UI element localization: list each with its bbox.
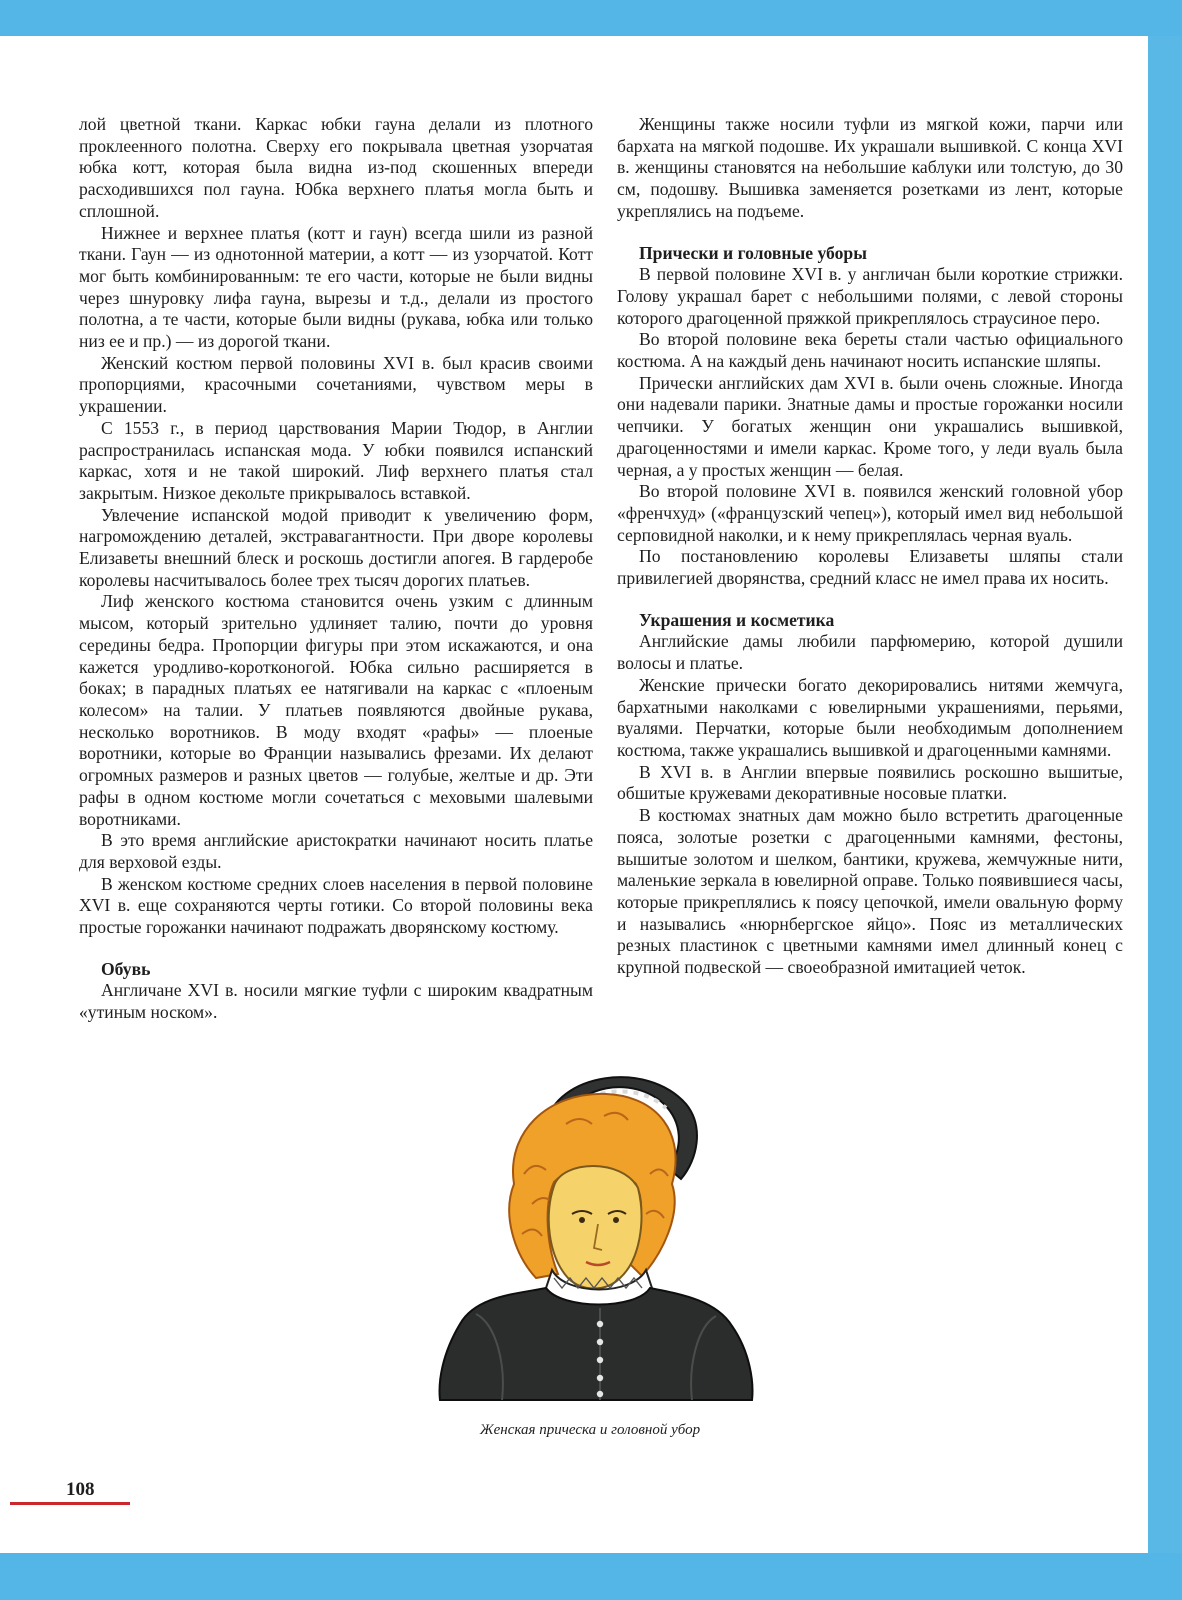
paragraph: Англичане XVI в. носили мягкие туфли с широким квадратным «утиным носком».	[79, 980, 593, 1023]
right-text-column	[617, 114, 1123, 979]
paragraph: В первой половине XVI в. у англичан были короткие стрижки. Голову украшал барет с небольшими полями, с левой стороны которого драгоценной пряжкой прикреплялось страусиное перо.	[617, 264, 1123, 328]
paragraph: Во второй половине века береты стали частью официального костюма. А на каждый день начинают носить испанские шляпы.	[617, 329, 1123, 372]
paragraph: По постановлению королевы Елизаветы шляпы стали привилегией дворянства, средний класс не имел права их носить.	[617, 546, 1123, 589]
left-text-column	[79, 114, 593, 1024]
paragraph: В женском костюме средних слоев населения в первой половине XVI в. еще сохраняются черты готики. Со второй половины века простые горожанки начинают подражать дворянскому костюму.	[79, 873, 593, 938]
paragraph: С 1553 г., в период царствования Марии Тюдор, в Англии распространилась испанская мода. У юбки появился испанский каркас, хотя и не такой широкий. Лиф верхнего платья стал закрытым. Низкое декольте прикрывалось вставкой.	[79, 417, 593, 503]
section-heading-shoes: Обувь	[101, 958, 151, 979]
top-color-band	[0, 0, 1182, 36]
paragraph: Английские дамы любили парфюмерию, которой душили волосы и платье.	[617, 631, 1123, 674]
paragraph: Женщины также носили туфли из мягкой кожи, парчи или бархата на мягкой подошве. Их украшали вышивкой. С конца XVI в. женщины становятся на небольшие каблуки или толстую, до 30 см, подошву. Вышивка заменяется розетками из лент, которые укреплялись на подъеме.	[617, 114, 1123, 221]
paragraph: лой цветной ткани. Каркас юбки гауна делали из плотного проклеенного полотна. Сверху его покрывала цветная узорчатая юбка котт, которая была видна из-под скошенных впереди расходившихся пол гауна. Юбка верхнего платья могла быть и сплошной.	[79, 114, 593, 221]
paragraph: Во второй половине XVI в. появился женский головной убор «френчхуд» («французский чепец»), который имел вид небольшой серповидной наколки, и к нему прикреплялась черная вуаль.	[617, 481, 1123, 545]
paragraph: Женский костюм первой половины XVI в. был красив своими пропорциями, красочными сочетаниями, чувством меры в украшении.	[79, 352, 593, 417]
paragraph: Прически английских дам XVI в. были очень сложные. Иногда они надевали парики. Знатные дамы и простые горожанки носили чепчики. У богатых женщин они украшались вышивкой, драгоценностями и имели каркас. Кроме того, у леди вуаль была черная, а у простых женщин — белая.	[617, 372, 1123, 480]
paragraph: В XVI в. в Англии впервые появились роскошно вышитые, обшитые кружевами декоративные носовые платки.	[617, 761, 1123, 804]
paragraph: В костюмах знатных дам можно было встретить драгоценные пояса, золотые розетки с драгоценными камнями, фестоны, вышитые золотом и шелком, бантики, кружева, жемчужные нити, маленькие зеркала в ювелирной оправе. Только появившиеся часы, которые прикреплялись к поясу цепочкой, имели овальную форму и назывались «нюрнбергское яйцо». Пояс из металлических резных пластинок с цветными камнями имел длинный конец с крупной подвеской — своеобразной имитацией четок.	[617, 805, 1123, 978]
paragraph: Нижнее и верхнее платья (котт и гаун) всегда шили из разной ткани. Гаун — из однотонной материи, а котт — из узорчатой. Котт мог быть комбинированным: те его части, которые не были видны через шнуровку лифа гауна, вырезы и т.д., делали из простого полотна, а те части, которые были видны (рукава, юбка или только низ ее и пр.) — из дорогой ткани.	[79, 222, 593, 352]
page-number-rule	[10, 1502, 130, 1505]
paragraph: Увлечение испанской модой приводит к увеличению форм, нагромождению деталей, экстравагантности. При дворе королевы Елизаветы внешний блеск и роскошь достигли апогея. В гардеробе королевы насчитывалось более трех тысяч дорогих платьев.	[79, 504, 593, 590]
section-heading-hair: Прически и головные уборы	[639, 242, 867, 263]
section-heading-jewelry: Украшения и косметика	[639, 609, 835, 630]
bottom-color-band	[0, 1553, 1182, 1600]
paragraph: Женские прически богато декорировались нитями жемчуга, бархатными наколками с ювелирными украшениями, перьями, вуалями. Перчатки, которые были необходимым дополнением костюма, также украшались вышивкой и драгоценными камнями.	[617, 674, 1123, 760]
paragraph: Лиф женского костюма становится очень узким с длинным мысом, который зрительно удлиняет талию, почти до уровня середины бедра. Пропорции фигуры при этом искажаются, и она кажется уродливо-коротконогой. Юбка сильно расширяется в боках; в парадных платьях ее натягивали на каркас с «плоеным колесом» на талии. У платьев появляются двойные рукава, несколько воротников. В моду входят «рафы» — плоеные воротники, которые во Франции назывались фрезами. Их делают огромных размеров и разных цветов — голубые, желтые и др. Эти рафы в одном костюме могли сочетаться с меховыми шалевыми воротниками.	[79, 591, 593, 829]
page-number: 108	[66, 1479, 95, 1500]
illustration-caption: Женская прическа и головной убор	[479, 1422, 701, 1438]
portrait-illustration	[436, 1064, 756, 1402]
right-color-band	[1148, 36, 1182, 1553]
paragraph: В это время английские аристократки начинают носить платье для верховой езды.	[79, 830, 593, 872]
